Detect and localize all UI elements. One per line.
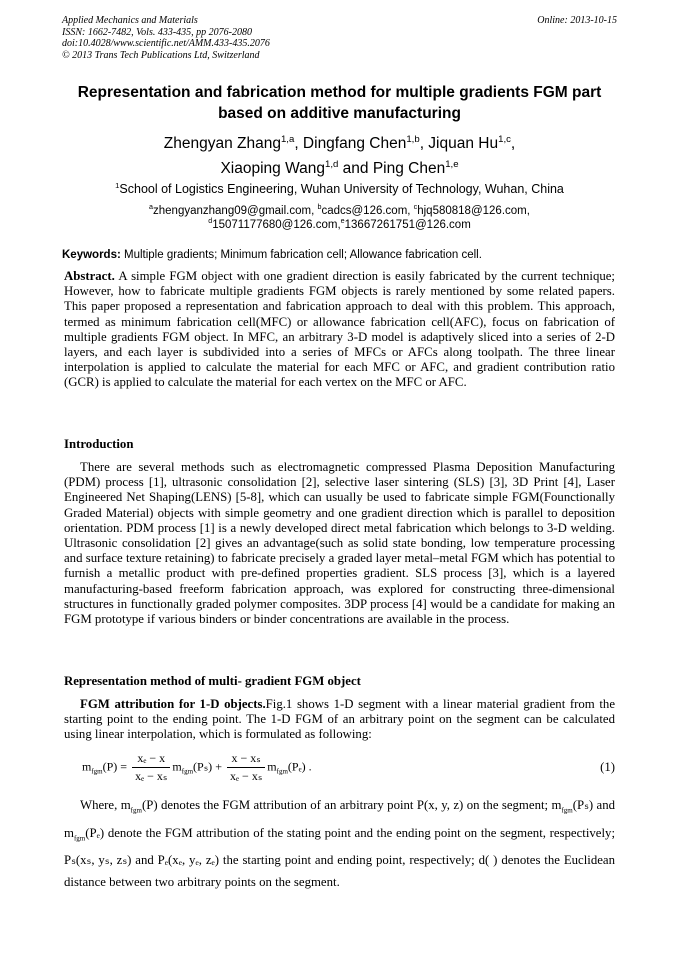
math-symbol: m xyxy=(551,798,562,812)
affiliation-mark: 1 xyxy=(115,180,120,190)
math-symbol: m xyxy=(120,798,131,812)
math-subscript: fgm xyxy=(561,806,573,815)
issn-line: ISSN: 1662-7482, Vols. 433-435, pp 2076-2080 xyxy=(62,26,252,38)
where-text: on the segment; xyxy=(463,798,552,812)
fraction-denominator: xₑ − xₛ xyxy=(135,769,168,783)
author-name: Xiaoping Wang xyxy=(220,160,325,177)
where-text: (P) denotes the FGM attribution of an arbitrary point xyxy=(141,798,417,812)
author-line-1 xyxy=(62,131,617,156)
doi-line: doi:10.4028/www.scientific.net/AMM.433-435.2076 xyxy=(62,38,270,49)
where-text: and xyxy=(131,853,158,868)
author-name: , Dingfang Chen xyxy=(294,135,407,152)
online-date: Online: 2013-10-15 xyxy=(537,15,617,26)
equation-symbol: m xyxy=(172,759,182,774)
email-line-2 xyxy=(62,218,617,232)
math-subscript: fgm xyxy=(73,834,86,843)
author-affil-mark: 1,a xyxy=(280,133,295,145)
equation-operator: = xyxy=(117,759,131,774)
math-subscript: fgm xyxy=(130,806,142,815)
where-text: denote the FGM attribution of the stating point and the ending point on the segment, respectively; xyxy=(104,825,615,840)
email-link[interactable]: hjq580818@126.com, xyxy=(417,205,530,217)
email-mark: e xyxy=(340,217,345,226)
email-link[interactable]: 13667261751@126.com xyxy=(344,219,471,231)
representation-body xyxy=(64,697,615,743)
author-separator: , xyxy=(510,135,516,152)
equation-body xyxy=(82,751,312,784)
math-symbol: m xyxy=(64,825,74,840)
author-affil-mark: 1,d xyxy=(325,158,339,170)
copyright-line: © 2013 Trans Tech Publications Ltd, Switzerland xyxy=(62,49,260,61)
math-term: Pₑ(xₑ, yₑ, zₑ) xyxy=(157,853,220,868)
math-term: P(x, y, z) xyxy=(416,798,464,812)
email-mark: b xyxy=(317,203,322,212)
where-text: the starting point and ending point, respectively; xyxy=(219,853,479,868)
author-name: , Jiquan Hu xyxy=(419,135,499,152)
introduction-body xyxy=(64,460,615,627)
representation-paragraph: Fig.1 shows 1-D segment with a linear material gradient from the starting point to the ending point. The 1-D FGM of an arbitrary point on the segment can be calculated using linear interpolation, which is formulated as following: xyxy=(64,697,615,742)
abstract-text: A simple FGM object with one gradient direction is easily fabricated by the current technique; However, how to fabricate multiple gradients FGM objects is rarely mentioned by some related papers. This paper proposed a representation and fabrication approach to deal with this problem. This approach, termed as minimum fabrication cell(MFC) or allowance fabrication cell(AFC), focus on fabrication of multiple gradients FGM object. In MFC, an arbitrary 3-D model is adaptively sliced into a series of 2-D layers, and each layer is subdivided into a series of MFCs or AFCs along toolpath. The three linear interpolation is applied to calculate the material for each MFC or AFC, and gradient contribution ratio (GCR) is applied to calculate the material for each vertex on the MFC or AFC. xyxy=(64,269,615,390)
where-paragraph xyxy=(64,794,615,893)
math-term: d( ) xyxy=(478,853,498,868)
keywords xyxy=(62,248,617,262)
subsection-lead: FGM attribution for 1-D objects. xyxy=(80,697,266,711)
fraction-denominator: xₑ − xₛ xyxy=(229,769,263,783)
author-affil-mark: 1,e xyxy=(445,158,459,170)
section-title-representation: Representation method of multi- gradient FGM object xyxy=(64,674,361,688)
where-text: denotes the Euclidean distance between two arbitrary points on the segment. xyxy=(64,853,615,890)
author-list xyxy=(62,131,617,181)
equation-symbol: m xyxy=(267,759,277,774)
equation-term: (Pₑ) . xyxy=(287,759,312,774)
author-name: and Ping Chen xyxy=(338,160,446,177)
math-term: (Pₑ) xyxy=(85,825,105,840)
affiliation xyxy=(62,182,617,197)
keywords-label: Keywords: xyxy=(62,249,121,261)
where-text: and xyxy=(593,798,615,812)
equation-subscript: fgm xyxy=(91,767,103,776)
author-line-2 xyxy=(62,156,617,181)
title-line-2: based on additive manufacturing xyxy=(218,105,461,122)
email-line-1 xyxy=(62,204,617,218)
author-emails xyxy=(62,204,617,232)
section-title-introduction: Introduction xyxy=(64,437,134,451)
equation-operator: + xyxy=(212,759,225,774)
equation-subscript: fgm xyxy=(181,767,194,776)
introduction-paragraph: There are several methods such as electromagnetic compressed Plasma Deposition Manufacturing (PDM) process [1], ultrasonic consolidation [2], selective laser sintering (SLS) [3], 3D Print [4], Laser Engineered Net Shaping(LENS) [5-8], which can usually be used to fabricate simple FGM(Founctionally Graded Material) objects with simple geometry and one gradient direction which is parallel to deposition orientation. PDM process [1] is a newly developed direct metal fabrication which belongs to 3-D welding. Ultrasonic consolidation [2] gives an advantage(such as solid state bonding, low temperature processing and surface texture retaining) to fabricate precisely a graded layer metal–metal FGM which has potential to furnish a metallic product with pre-defined properties gradient. SLS process [3], which is a layered manufacturing-based freeform fabrication approach, was explored for constructing three-dimensional structures in functionally graded polymer composites. 3DP process [4] would be a candidate for making an FGM prototype if various binders or binder concentrations are available in the process. xyxy=(64,460,615,627)
math-term: (Pₛ) xyxy=(572,798,594,812)
email-link[interactable]: zhengyanzhang09@gmail.com, xyxy=(153,205,318,217)
equation-term: (Pₛ) xyxy=(193,759,213,774)
keywords-text: Multiple gradients; Minimum fabrication cell; Allowance fabrication cell. xyxy=(120,249,482,261)
paper-title xyxy=(62,82,617,124)
equation-subscript: fgm xyxy=(276,767,288,776)
author-name: Zhengyan Zhang xyxy=(163,135,281,152)
equation-number: (1) xyxy=(600,760,615,774)
journal-name: Applied Mechanics and Materials xyxy=(62,15,198,26)
author-affil-mark: 1,b xyxy=(406,133,420,145)
equation-symbol: m xyxy=(82,759,92,774)
abstract xyxy=(64,269,615,391)
email-link[interactable]: cadcs@126.com, xyxy=(321,205,414,217)
fraction-numerator: xₑ − x xyxy=(132,751,170,768)
email-link[interactable]: 15071177680@126.com, xyxy=(212,219,341,231)
email-mark: d xyxy=(208,217,213,226)
journal-header xyxy=(62,15,617,61)
title-line-1: Representation and fabrication method for multiple gradients FGM part xyxy=(77,84,602,101)
equation-1 xyxy=(82,749,615,787)
where-text: Where, xyxy=(80,798,121,812)
math-term: Pₛ(xₛ, yₛ, zₛ) xyxy=(64,853,132,868)
author-affil-mark: 1,c xyxy=(498,133,511,145)
equation-fraction xyxy=(227,751,265,784)
affiliation-text: School of Logistics Engineering, Wuhan University of Technology, Wuhan, China xyxy=(119,182,564,196)
fraction-numerator: x − xₛ xyxy=(227,751,265,768)
email-mark: a xyxy=(149,203,154,212)
email-mark: c xyxy=(413,203,418,212)
equation-term: (P) xyxy=(102,759,118,774)
abstract-label: Abstract. xyxy=(64,269,115,283)
equation-fraction xyxy=(132,751,170,784)
